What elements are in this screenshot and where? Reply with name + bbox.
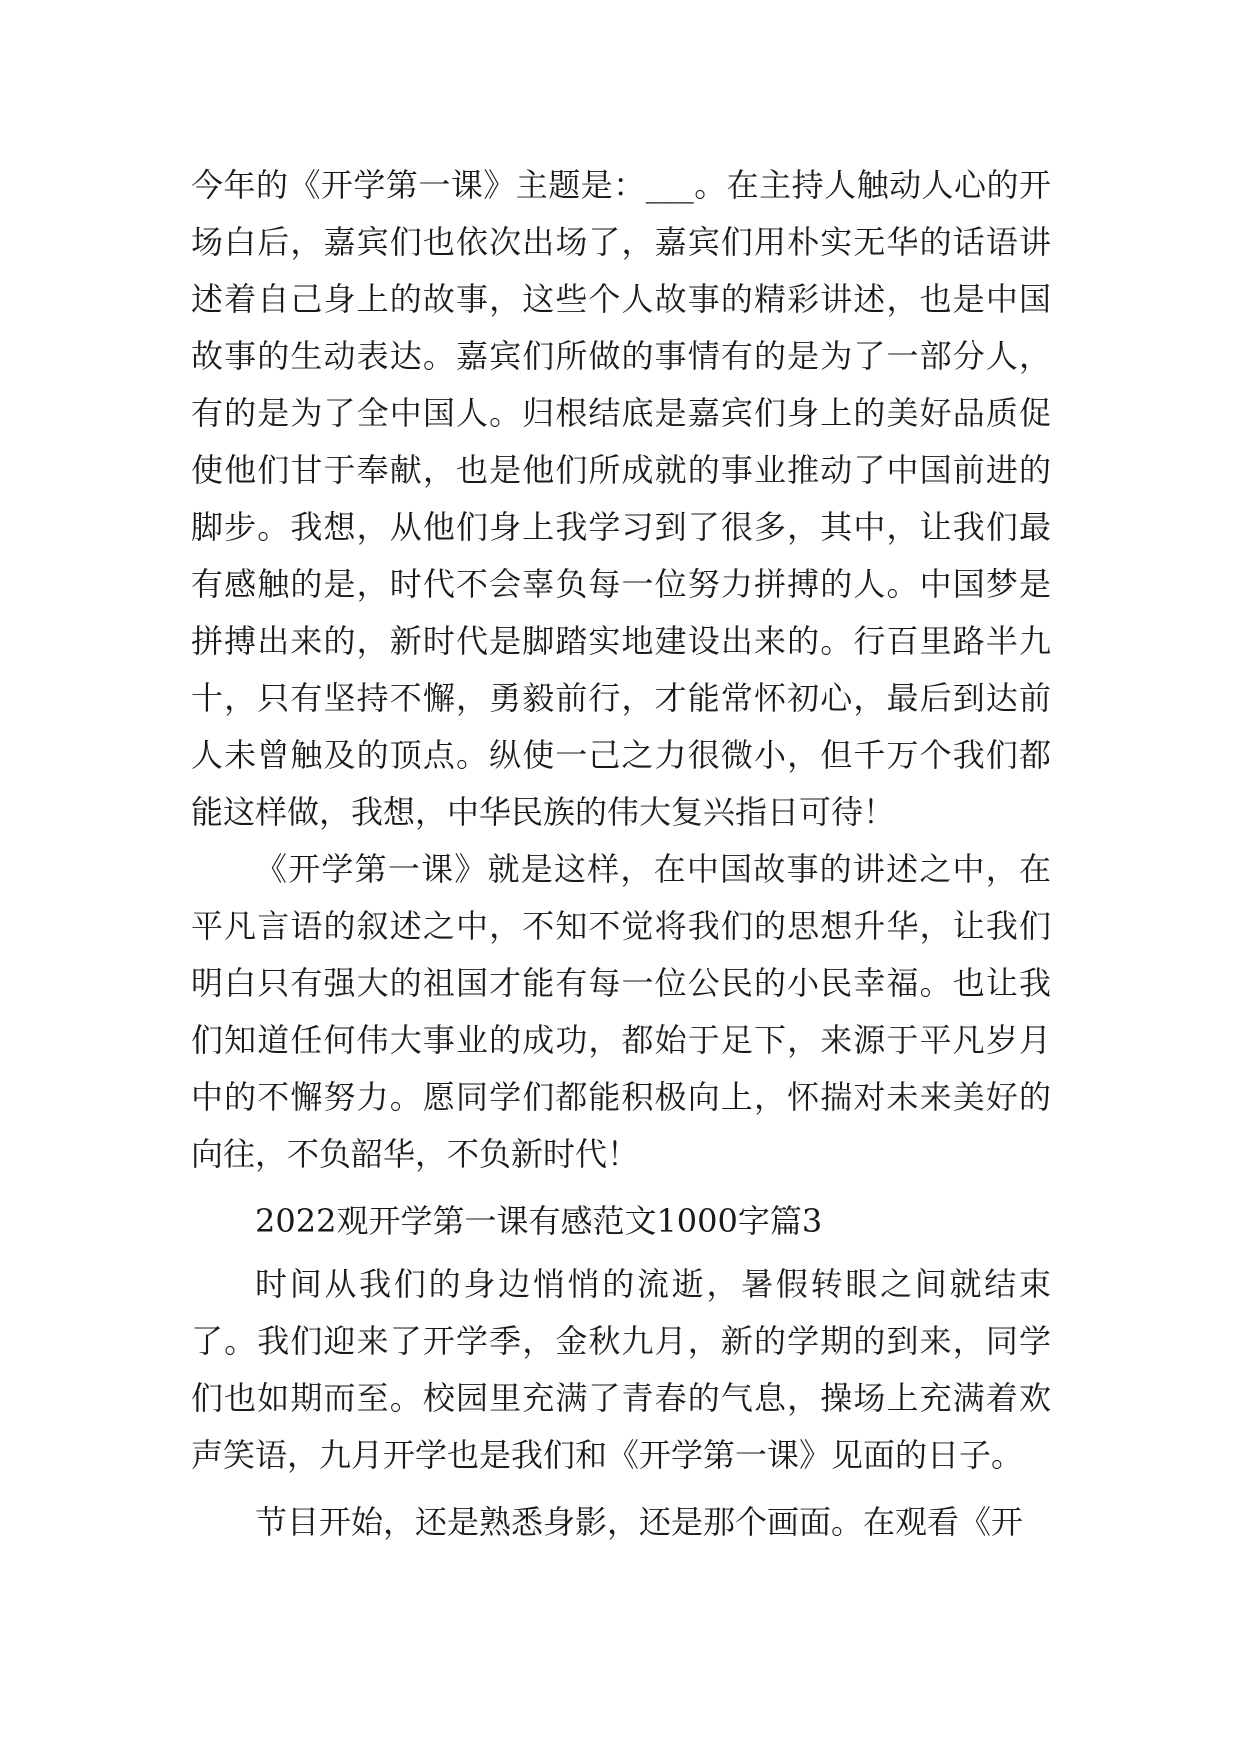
paragraph-2: 《开学第一课》就是这样，在中国故事的讲述之中，在平凡言语的叙述之中，不知不觉将我们的思想升华，让我们明白只有强大的祖国才能有每一位公民的小民幸福。也让我们知道任何伟大事业的成功，都始于足下，来源于平凡岁月中的不懈努力。愿同学们都能积极向上，怀揣对未来美好的向往，不负韶华，不负新时代！ xyxy=(191,850,1051,1173)
paragraph-4: 节目开始，还是熟悉身影，还是那个画面。在观看《开 xyxy=(255,1503,1024,1541)
paragraph-1: 今年的《开学第一课》主题是：___。在主持人触动人心的开场白后，嘉宾们也依次出场了，嘉宾们用朴实无华的话语讲述着自己身上的故事，这些个人故事的精彩讲述，也是中国故事的生动表达。嘉宾们所做的事情有的是为了一部分人，有的是为了全中国人。归根结底是嘉宾们身上的美好品质促使他们甘于奉献，也是他们所成就的事业推动了中国前进的脚步。我想，从他们身上我学习到了很多，其中，让我们最有感触的是，时代不会辜负每一位努力拼搏的人。中国梦是拼搏出来的，新时代是脚踏实地建设出来的。行百里路半九十，只有坚持不懈，勇毅前行，才能常怀初心，最后到达前人未曾触及的顶点。纵使一己之力很微小，但千万个我们都能这样做，我想，中华民族的伟大复兴指日可待！ xyxy=(191,166,1051,831)
paragraph-3: 时间从我们的身边悄悄的流逝，暑假转眼之间就结束了。我们迎来了开学季，金秋九月，新的学期的到来，同学们也如期而至。校园里充满了青春的气息，操场上充满着欢声笑语，九月开学也是我们和《开学第一课》见面的日子。 xyxy=(191,1265,1051,1474)
section-heading: 2022观开学第一课有感范文1000字篇3 xyxy=(255,1202,823,1240)
document-body xyxy=(191,157,1051,1551)
